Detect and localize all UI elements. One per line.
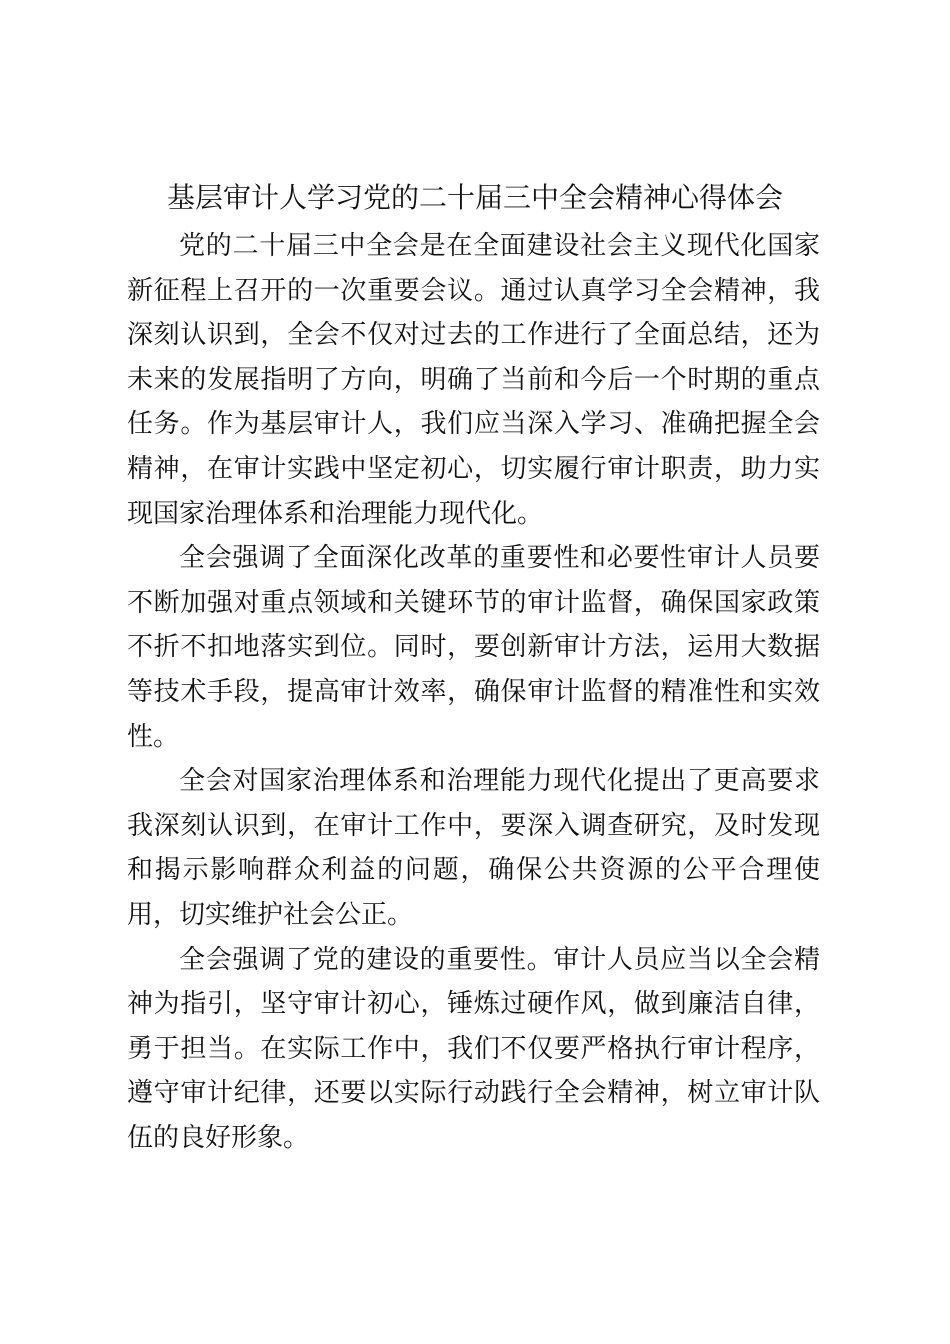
paragraph-2: 全会强调了全面深化改革的重要性和必要性审计人员要不断加强对重点领域和关键环节的审计监督，确保国家政策不折不扣地落实到位。同时，要创新审计方法，运用大数据等技术手段，提高审计效率，确保审计监督的精准性和实效性。 bbox=[127, 543, 820, 752]
document-title: 基层审计人学习党的二十届三中全会精神心得体会 bbox=[166, 181, 783, 214]
document-body bbox=[127, 224, 820, 1160]
paragraph-4: 全会强调了党的建设的重要性。审计人员应当以全会精神为指引，坚守审计初心，锤炼过硬作风，做到廉洁自律，勇于担当。在实际工作中，我们不仅要严格执行审计程序，遵守审计纪律，还要以实际行动践行全会精神，树立审计队伍的良好形象。 bbox=[127, 944, 820, 1153]
paragraph-1: 党的二十届三中全会是在全面建设社会主义现代化国家新征程上召开的一次重要会议。通过认真学习全会精神，我深刻认识到，全会不仅对过去的工作进行了全面总结，还为未来的发展指明了方向，明确了当前和今后一个时期的重点任务。作为基层审计人，我们应当深入学习、准确把握全会精神，在审计实践中坚定初心，切实履行审计职责，助力实现国家治理体系和治理能力现代化。 bbox=[127, 231, 820, 529]
paragraph-3: 全会对国家治理体系和治理能力现代化提出了更高要求我深刻认识到，在审计工作中，要深入调查研究，及时发现和揭示影响群众利益的问题，确保公共资源的公平合理使用，切实维护社会公正。 bbox=[127, 766, 820, 930]
